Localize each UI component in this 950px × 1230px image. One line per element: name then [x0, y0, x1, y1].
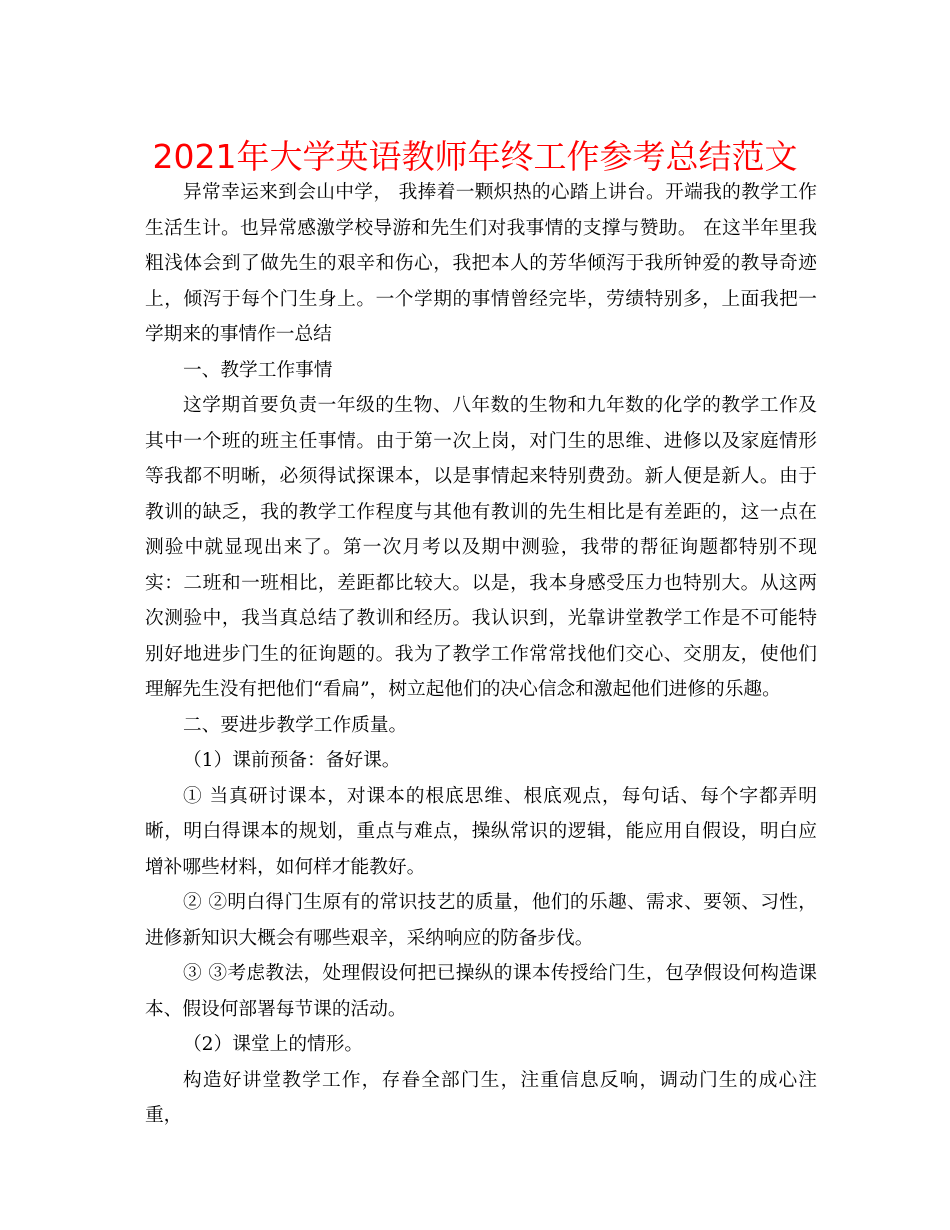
document-body [145, 175, 817, 1134]
list-item: ③ ③考虑教法，处理假设何把已操纵的课本传授给门生，包孕假设何构造课本、假设何部署每节课的活动。 [145, 963, 817, 1020]
paragraph: 异常幸运来到会山中学， 我捧着一颗炽热的心踏上讲台。开端我的教学工作生活生计。也异常感激学校导游和先生们对我事情的支撑与赞助。 在这半年里我粗浅体会到了做先生的艰辛和伤心，我把本人的芳华倾泻于我所钟爱的教导奇迹上，倾泻于每个门生身上。一个学期的事情曾经完毕，劳绩特别多，上面我把一学期来的事情作一总结 [145, 182, 817, 345]
list-item: ① 当真研讨课本，对课本的根底思维、根底观点，每句话、每个字都弄明晰，明白得课本的规划，重点与难点，操纵常识的逻辑，能应用自假设，明白应增补哪些材料，如何样才能教好。 [145, 785, 817, 878]
sub-heading: （1）课前预备：备好课。 [183, 750, 401, 771]
section-heading: 二、要进步教学工作质量。 [183, 714, 408, 736]
document-title: 2021年大学英语教师年终工作参考总结范文 [152, 137, 798, 176]
section-heading: 一、教学工作事情 [183, 359, 333, 381]
paragraph: 构造好讲堂教学工作，存眷全部门生，注重信息反响，调动门生的成心注重， [145, 1069, 817, 1126]
paragraph: 这学期首要负责一年级的生物、八年数的生物和九年数的化学的教学工作及其中一个班的班主任事情。由于第一次上岗，对门生的思维、进修以及家庭情形等我都不明晰，必须得试探课本，以是事情起来特别费劲。新人便是新人。由于教训的缺乏，我的教学工作程度与其他有教训的先生相比是有差距的，这一点在测验中就显现出来了。第一次月考以及期中测验，我带的帮征询题都特别不现实：二班和一班相比，差距都比较大。以是，我本身感受压力也特别大。从这两次测验中，我当真总结了教训和经历。我认识到，光靠讲堂教学工作是不可能特别好地进步门生的征询题的。我为了教学工作常常找他们交心、交朋友，使他们理解先生没有把他们“看扁”，树立起他们的决心信念和激起他们进修的乐趣。 [145, 395, 817, 700]
list-item: ② ②明白得门生原有的常识技艺的质量，他们的乐趣、需求、要领、习性，进修新知识大概会有哪些艰辛，采纳响应的防备步伐。 [145, 892, 817, 949]
sub-heading: （2）课堂上的情形。 [183, 1034, 364, 1055]
